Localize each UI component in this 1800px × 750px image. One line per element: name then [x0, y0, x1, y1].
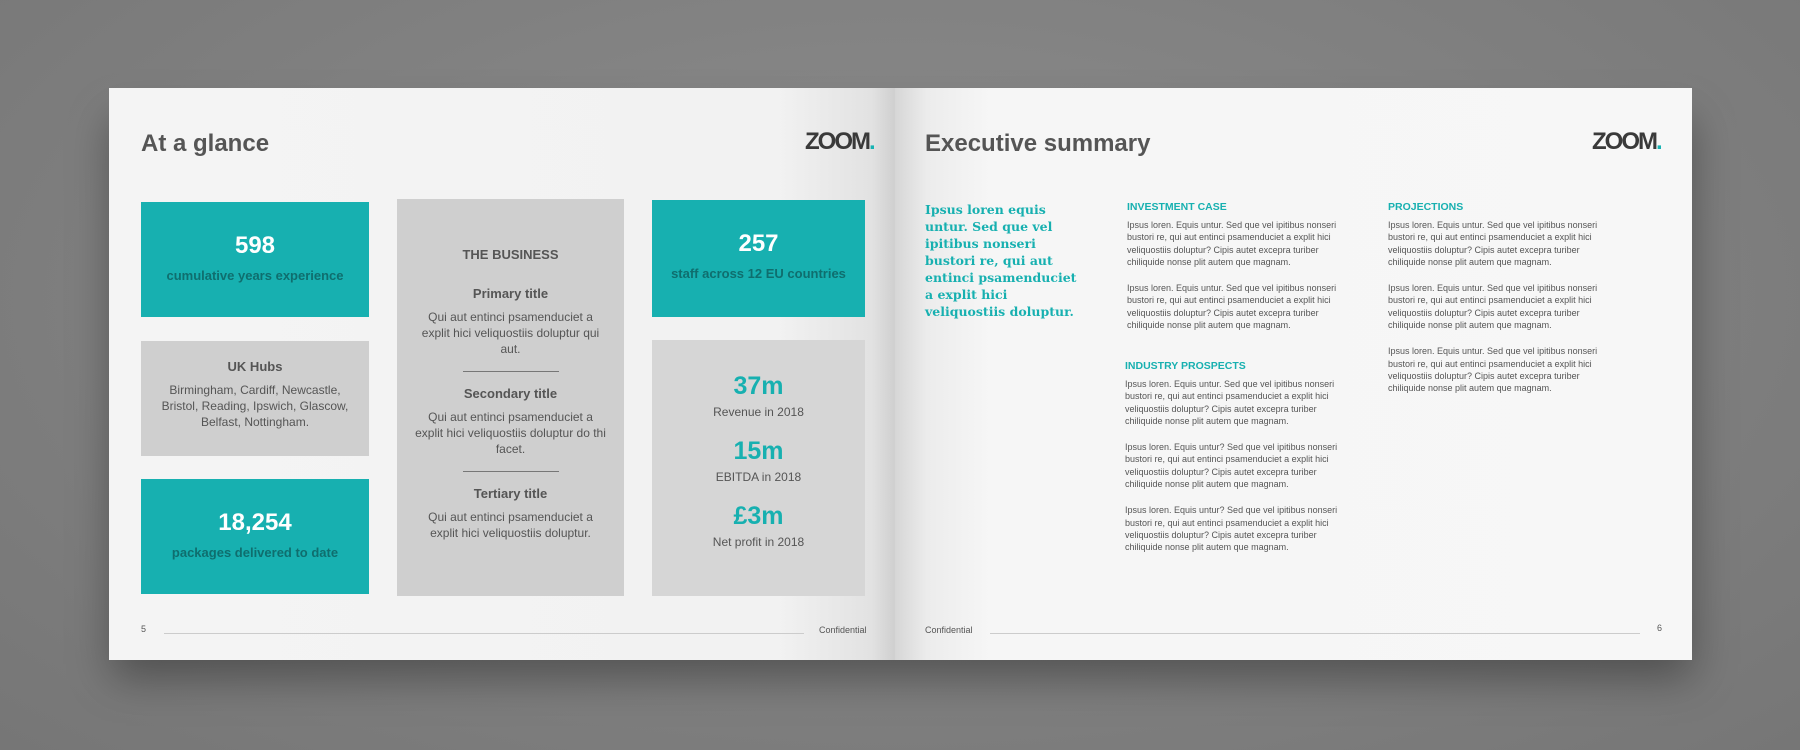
industry-prospects-heading: INDUSTRY PROSPECTS: [1125, 360, 1246, 372]
stat-staff-value: 257: [738, 230, 779, 257]
business-title: THE BUSINESS: [462, 247, 559, 262]
confidential-label: Confidential: [819, 625, 867, 635]
logo-text: ZOOM: [1592, 128, 1656, 155]
stat-years-label: cumulative years experience: [166, 268, 344, 283]
stat-packages-value: 18,254: [218, 509, 292, 536]
revenue-value: 37m: [733, 372, 784, 400]
projections-column: [1388, 201, 1613, 409]
stat-years-box: [141, 202, 369, 317]
section-divider: [463, 471, 559, 472]
page-number: 6: [1657, 623, 1663, 633]
logo-text: ZOOM: [805, 128, 869, 155]
section-divider: [463, 371, 559, 372]
business-tertiary-text: Qui aut entinci psamenduciet a explit hici veliquostiis doluptur.: [428, 510, 593, 540]
stat-years-value: 598: [234, 232, 276, 259]
logo-dot: .: [1656, 128, 1661, 155]
business-tertiary-title: Tertiary title: [473, 486, 548, 501]
projections-paragraph: Ipsus loren. Equis untur. Sed que vel ipitibus nonseri bustori re, qui aut entinci psamenduciet a explit hici veliquostiis doluptur? Cipis autet excepra turiber chiliquide nonse plit autem que magnam.: [1388, 346, 1598, 394]
industry-prospects-paragraph: Ipsus loren. Equis untur? Sed que vel ipitibus nonseri bustori re, qui aut entinci psamenduciet a explit hici veliquostiis doluptur? Cipis autet excepra turiber chiliquide nonse plit autem que magnam.: [1125, 442, 1338, 490]
business-secondary-text: Qui aut entinci psamenduciet a explit hici veliquostiis doluptur do thi facet.: [415, 410, 606, 456]
revenue-label: Revenue in 2018: [713, 405, 804, 419]
stat-packages-label: packages delivered to date: [171, 545, 339, 560]
footer-rule: [990, 633, 1640, 634]
uk-hubs-text: Birmingham, Cardiff, Newcastle, Bristol, Reading, Ipswich, Glascow, Belfast, Nottingham.: [161, 383, 349, 429]
industry-prospects-paragraph: Ipsus loren. Equis untur? Sed que vel ipitibus nonseri bustori re, qui aut entinci psamenduciet a explit hici veliquostiis doluptur? Cipis autet excepra turiber chiliquide nonse plit autem que magnam.: [1125, 505, 1338, 553]
business-secondary-title: Secondary title: [463, 386, 558, 401]
industry-prospects-paragraph: Ipsus loren. Equis untur. Sed que vel ipitibus nonseri bustori re, qui aut entinci psamenduciet a explit hici veliquostiis doluptur? Cipis autet excepra turiber chiliquide nonse plit autem que magnam.: [1125, 379, 1335, 426]
ebitda-label: EBITDA in 2018: [715, 470, 802, 484]
zoom-logo: [1592, 128, 1661, 156]
investment-case-paragraph: Ipsus loren. Equis untur. Sed que vel ipitibus nonseri bustori re, qui aut entinci psamenduciet a explit hici veliquostiis doluptur? Cipis autet excepra turiber chiliquide nonse plit autem que magnam.: [1127, 283, 1337, 331]
industry-prospects-column: [1125, 360, 1350, 568]
footer-rule: [164, 633, 804, 634]
net-profit-label: Net profit in 2018: [712, 535, 805, 549]
business-primary-text: Qui aut entinci psamenduciet a explit hici veliquostiis doluptur qui aut.: [421, 310, 600, 356]
stat-staff-label: staff across 12 EU countries: [671, 266, 846, 281]
page-title: Executive summary: [925, 130, 1151, 157]
ebitda-value: 15m: [733, 437, 784, 465]
investment-case-heading: INVESTMENT CASE: [1127, 201, 1227, 213]
page-at-a-glance: [109, 88, 895, 660]
uk-hubs-box: [141, 341, 369, 456]
page-title: At a glance: [141, 130, 270, 157]
stat-packages-box: [141, 479, 369, 594]
business-box: [397, 199, 624, 596]
confidential-label: Confidential: [925, 625, 973, 635]
intro-text: Ipsus loren equis untur. Sed que vel ipitibus nonseri bustori re, qui aut entinci psamenduciet a explit hici veliquostiis doluptur.: [925, 202, 1077, 319]
net-profit-value: £3m: [733, 502, 784, 530]
page-executive-summary: [895, 88, 1692, 660]
projections-heading: PROJECTIONS: [1388, 201, 1464, 213]
investment-case-paragraph: Ipsus loren. Equis untur. Sed que vel ipitibus nonseri bustori re, qui aut entinci psamenduciet a explit hici veliquostiis doluptur? Cipis autet excepra turiber chiliquide nonse plit autem que magnam.: [1127, 220, 1337, 267]
zoom-logo: [805, 128, 874, 156]
projections-paragraph: Ipsus loren. Equis untur. Sed que vel ipitibus nonseri bustori re, qui aut entinci psamenduciet a explit hici veliquostiis doluptur? Cipis autet excepra turiber chiliquide nonse plit autem que magnam.: [1388, 283, 1598, 331]
uk-hubs-title: UK Hubs: [227, 359, 283, 374]
projections-paragraph: Ipsus loren. Equis untur. Sed que vel ipitibus nonseri bustori re, qui aut entinci psamenduciet a explit hici veliquostiis doluptur? Cipis autet excepra turiber chiliquide nonse plit autem que magnam.: [1388, 220, 1598, 267]
financials-box: [652, 340, 865, 596]
stat-staff-box: [652, 200, 865, 317]
investment-case-column: [1127, 201, 1352, 345]
business-primary-title: Primary title: [472, 286, 549, 301]
logo-dot: .: [869, 128, 874, 155]
page-number: 5: [141, 624, 147, 634]
